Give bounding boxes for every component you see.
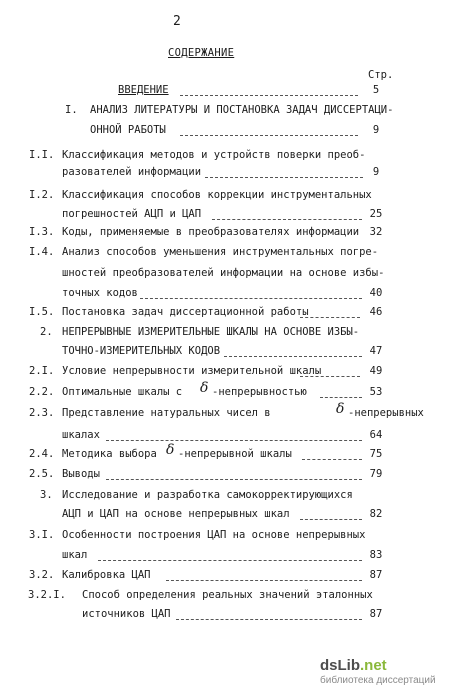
toc-entry-title: шкал (62, 549, 88, 561)
toc-entry-title: Оптимальные шкалы с (62, 386, 183, 398)
toc-page-number: 75 (369, 448, 383, 460)
toc-page-number: 87 (369, 569, 383, 581)
toc-entry-title: Калибровка ЦАП (62, 569, 151, 581)
toc-entry-number: I.4. (29, 246, 55, 258)
toc-entry-number: 2. (40, 326, 53, 338)
watermark-subtitle: библиотека диссертаций (320, 675, 436, 686)
leader-dots (166, 580, 362, 581)
watermark (320, 657, 440, 687)
toc-page-number: 25 (369, 208, 383, 220)
leader-dots (302, 459, 362, 460)
toc-entry-number: 3.I. (29, 529, 55, 541)
toc-entry-number: 2.I. (29, 365, 55, 377)
delta-symbol: δ (336, 401, 345, 417)
leader-dots (140, 298, 362, 299)
toc-entry-title: шностей преобразователей информации на основе избы- (62, 267, 385, 279)
toc-entry-title: Способ определения реальных значений эталонных (82, 589, 373, 601)
toc-entry-title: Классификация методов и устройств поверки преоб- (62, 149, 366, 161)
toc-entry-title: ОННОЙ РАБОТЫ (90, 124, 166, 136)
watermark-brand-a: dsLib (320, 657, 360, 674)
toc-entry-title: Классификация способов коррекции инструментальных (62, 189, 372, 201)
watermark-logo (320, 657, 387, 674)
toc-entry-number: 3. (40, 489, 53, 501)
toc-entry-title: Анализ способов уменьшения инструментальных погре- (62, 246, 379, 258)
leader-dots (98, 560, 362, 561)
contents-title: СОДЕРЖАНИЕ (168, 47, 235, 59)
toc-entry-title: разователей информации (62, 166, 202, 178)
toc-entry-title: Постановка задач диссертационной работы (62, 306, 309, 318)
toc-entry-number: 2.2. (29, 386, 55, 398)
toc-entry-title: -непрерывностью (212, 386, 307, 398)
toc-entry-title: Коды, применяемые в преобразователях информации (62, 226, 360, 238)
page-number: 2 (173, 14, 181, 29)
toc-entry-number: I.3. (29, 226, 55, 238)
toc-entry-title: Представление натуральных чисел в (62, 407, 271, 419)
toc-entry-title: источников ЦАП (82, 608, 171, 620)
toc-page-number: 47 (369, 345, 383, 357)
toc-page-number: 83 (369, 549, 383, 561)
leader-dots (176, 619, 362, 620)
toc-entry-number: I.5. (29, 306, 55, 318)
toc-page-number: 40 (369, 287, 383, 299)
toc-entry-title: Методика выбора (62, 448, 157, 460)
toc-entry-number: 2.5. (29, 468, 55, 480)
leader-dots (106, 479, 362, 480)
toc-entry-title: -непрерывной шкалы (178, 448, 292, 460)
delta-symbol: δ (200, 380, 209, 396)
toc-entry-number: I.2. (29, 189, 55, 201)
toc-page-number: 49 (369, 365, 383, 377)
toc-entry-title: ТОЧНО-ИЗМЕРИТЕЛЬНЫХ КОДОВ (62, 345, 221, 357)
toc-page-number: 82 (369, 508, 383, 520)
toc-page-number: 64 (369, 429, 383, 441)
toc-page-number: 9 (372, 124, 380, 136)
toc-entry-title: АЦП и ЦАП на основе непрерывных шкал (62, 508, 290, 520)
leader-dots (180, 95, 358, 96)
toc-entry-title: Выводы (62, 468, 100, 480)
leader-dots (212, 219, 362, 220)
toc-page-number: 79 (369, 468, 383, 480)
toc-entry-number: I.I. (29, 149, 55, 161)
toc-entry-title: погрешностей АЦП и ЦАП (62, 208, 202, 220)
toc-entry-title: Условие непрерывности измерительной шкалы (62, 365, 322, 377)
toc-entry-number: I. (65, 104, 78, 116)
leader-dots (300, 317, 360, 318)
toc-entry-number: 2.3. (29, 407, 55, 419)
toc-page-number: 53 (369, 386, 383, 398)
leader-dots (106, 440, 362, 441)
leader-dots (205, 177, 363, 178)
page-column-header: Стр. (368, 69, 394, 81)
leader-dots (224, 356, 362, 357)
toc-entry-title: шкалах (62, 429, 100, 441)
toc-entry-title: НЕПРЕРЫВНЫЕ ИЗМЕРИТЕЛЬНЫЕ ШКАЛЫ НА ОСНОВЕ ИЗБЫ- (62, 326, 360, 338)
toc-page-number: 32 (369, 226, 383, 238)
watermark-brand-b: .net (360, 657, 387, 674)
toc-entry-title: ВВЕДЕНИЕ (118, 84, 169, 96)
toc-entry-title: -непрерывных (348, 407, 424, 419)
toc-page-number: 5 (372, 84, 380, 96)
leader-dots (180, 135, 358, 136)
delta-symbol: δ (166, 442, 175, 458)
toc-entry-number: 2.4. (29, 448, 55, 460)
toc-page-number: 87 (369, 608, 383, 620)
toc-entry-number: 3.2.I. (28, 589, 66, 601)
leader-dots (300, 376, 360, 377)
toc-entry-title: точных кодов (62, 287, 138, 299)
toc-page-number: 9 (372, 166, 380, 178)
toc-entry-title: Исследование и разработка самокорректирующихся (62, 489, 353, 501)
leader-dots (300, 519, 362, 520)
toc-entry-title: АНАЛИЗ ЛИТЕРАТУРЫ И ПОСТАНОВКА ЗАДАЧ ДИССЕРТАЦИ- (90, 104, 394, 116)
toc-entry-title: Особенности построения ЦАП на основе непрерывных (62, 529, 366, 541)
toc-entry-number: 3.2. (29, 569, 55, 581)
toc-page-number: 46 (369, 306, 383, 318)
